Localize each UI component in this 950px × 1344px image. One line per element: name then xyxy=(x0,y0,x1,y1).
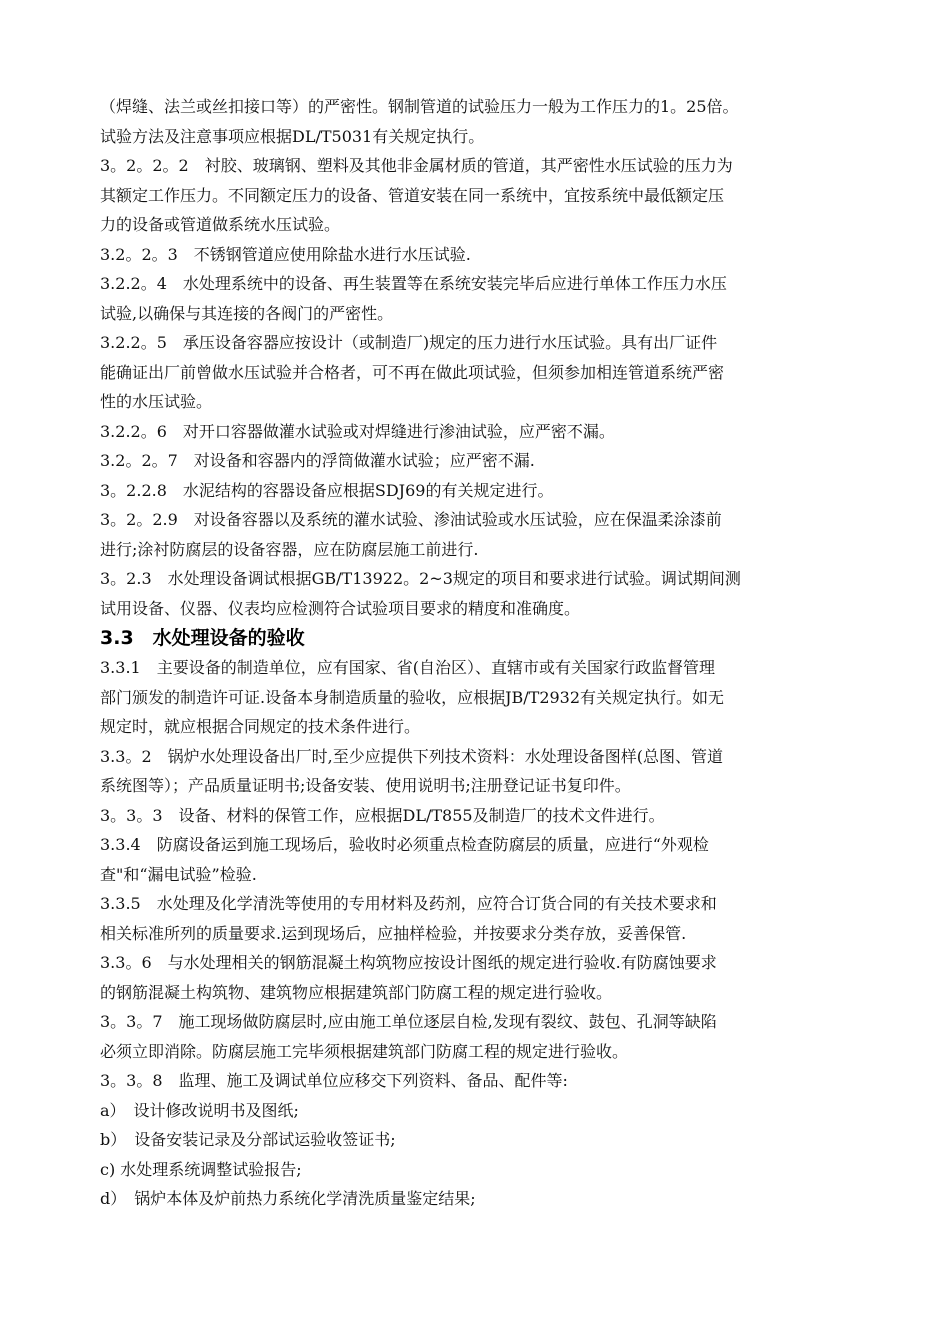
paragraph-line: 系统图等）；产品质量证明书;设备安装、使用说明书;注册登记证书复印件。 xyxy=(100,776,631,795)
paragraph-line: 3。2.2.8 水泥结构的容器设备应根据SDJ69的有关规定进行。 xyxy=(100,480,554,500)
paragraph-line: a） 设计修改说明书及图纸; xyxy=(100,1100,299,1120)
paragraph-line: 查"和“漏电试验”检验. xyxy=(100,864,257,884)
paragraph-line: 试验方法及注意事项应根据DL/T5031有关规定执行。 xyxy=(100,126,485,146)
paragraph-line: 3。2。2。2 衬胶、玻璃钢、塑料及其他非金属材质的管道，其严密性水压试验的压力为 xyxy=(100,156,733,175)
paragraph-line: 能确证出厂前曾做水压试验并合格者，可不再在做此项试验，但须参加相连管道系统严密 xyxy=(100,362,725,382)
paragraph-line: 试验,以确保与其连接的各阀门的严密性。 xyxy=(100,303,394,323)
paragraph-line: 3.3.1 主要设备的制造单位，应有国家、省(自治区）、直辖市或有关国家行政监督管理 xyxy=(100,658,715,677)
paragraph-line: d） 锅炉本体及炉前热力系统化学清洗质量鉴定结果; xyxy=(100,1189,476,1208)
paragraph-line: 进行;涂衬防腐层的设备容器，应在防腐层施工前进行. xyxy=(100,539,479,559)
paragraph-line: 3。3。8 监理、施工及调试单位应移交下列资料、备品、配件等: xyxy=(100,1071,568,1090)
paragraph-line: c) 水处理系统调整试验报告; xyxy=(100,1159,302,1179)
paragraph-line: 部门颁发的制造许可证.设备本身制造质量的验收，应根据JB/T2932有关规定执行。如无 xyxy=(100,687,725,707)
section-heading: 3.3 水处理设备的验收 xyxy=(100,627,305,649)
paragraph-line: 3.2。2。7 对设备和容器内的浮筒做灌水试验；应严密不漏. xyxy=(100,451,535,470)
paragraph-line: 3.2。2。3 不锈钢管道应使用除盐水进行水压试验. xyxy=(100,244,471,264)
paragraph-line: （焊缝、法兰或丝扣接口等）的严密性。钢制管道的试验压力一般为工作压力的1。25倍。 xyxy=(100,97,739,116)
paragraph-line: 3.3。6 与水处理相关的钢筋混凝土构筑物应按设计图纸的规定进行验收.有防腐蚀要求 xyxy=(100,953,717,972)
paragraph-line: 力的设备或管道做系统水压试验。 xyxy=(100,215,341,234)
paragraph-line: 3。3。7 施工现场做防腐层时,应由施工单位逐层自检,发现有裂纹、鼓包、孔洞等缺陷 xyxy=(100,1012,717,1031)
paragraph-line: 性的水压试验。 xyxy=(100,392,213,411)
paragraph-line: 的钢筋混凝土构筑物、建筑物应根据建筑部门防腐工程的规定进行验收。 xyxy=(100,982,613,1002)
document-page xyxy=(100,92,860,1214)
paragraph-line: 3.3.5 水处理及化学清洗等使用的专用材料及药剂，应符合订货合同的有关技术要求和 xyxy=(100,894,717,913)
paragraph-line: 3。3。3 设备、材料的保管工作，应根据DL/T855及制造厂的技术文件进行。 xyxy=(100,805,665,825)
paragraph-line: 3。2.3 水处理设备调试根据GB/T13922。2~3规定的项目和要求进行试验。调试期间测 xyxy=(100,569,741,588)
paragraph-line: 规定时，就应根据合同规定的技术条件进行。 xyxy=(100,717,421,736)
paragraph-line: 3。2。2.9 对设备容器以及系统的灌水试验、渗油试验或水压试验，应在保温柔涂漆前 xyxy=(100,510,722,529)
paragraph-line: 3.3。2 锅炉水处理设备出厂时,至少应提供下列技术资料：水处理设备图样(总图、管道 xyxy=(100,746,723,766)
paragraph-line: b） 设备安装记录及分部试运验收签证书; xyxy=(100,1130,396,1149)
paragraph-line: 3.3.4 防腐设备运到施工现场后，验收时必须重点检查防腐层的质量，应进行“外观检 xyxy=(100,835,709,854)
paragraph-line: 必须立即消除。防腐层施工完毕须根据建筑部门防腐工程的规定进行验收。 xyxy=(100,1041,629,1061)
paragraph-line: 3.2.2。6 对开口容器做灌水试验或对焊缝进行渗油试验，应严密不漏。 xyxy=(100,421,615,441)
paragraph-line: 3.2.2。5 承压设备容器应按设计（或制造厂)规定的压力进行水压试验。具有出厂证件 xyxy=(100,333,718,352)
paragraph-line: 试用设备、仪器、仪表均应检测符合试验项目要求的精度和准确度。 xyxy=(100,598,581,618)
paragraph-line: 其额定工作压力。不同额定压力的设备、管道安装在同一系统中，宜按系统中最低额定压 xyxy=(100,185,725,205)
paragraph-line: 3.2.2。4 水处理系统中的设备、再生装置等在系统安装完毕后应进行单体工作压力水压 xyxy=(100,274,727,293)
paragraph-line: 相关标准所列的质量要求.运到现场后，应抽样检验，并按要求分类存放，妥善保管. xyxy=(100,923,687,943)
